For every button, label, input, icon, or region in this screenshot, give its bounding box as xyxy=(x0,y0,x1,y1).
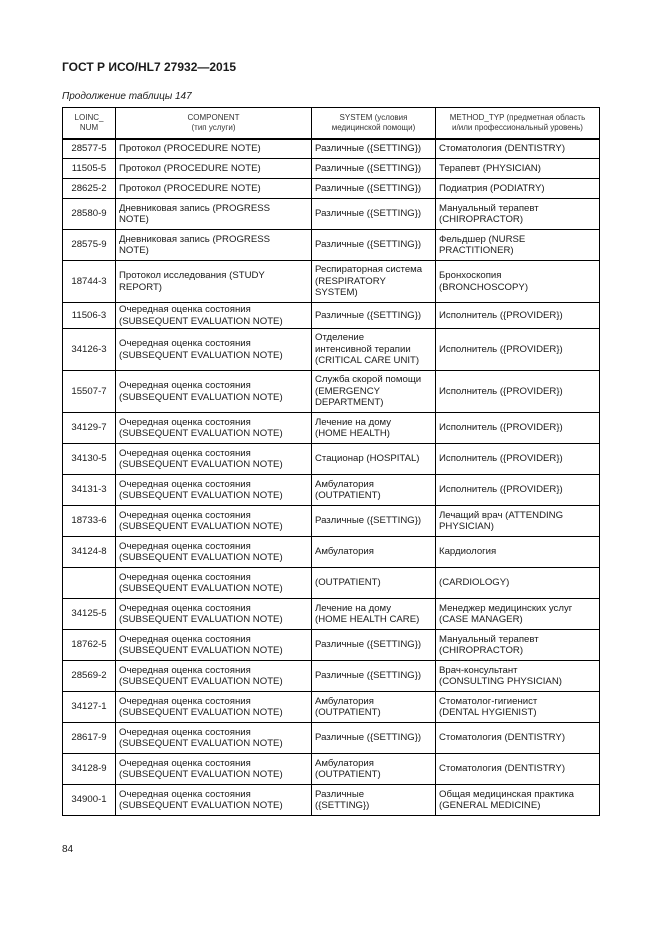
loinc-num-cell: 28625-2 xyxy=(63,179,116,199)
column-header-loinc-num: LOINC_ NUM xyxy=(63,108,116,139)
method-typ-cell: Исполнитель ({PROVIDER}) xyxy=(436,444,600,475)
loinc-num-cell: 18762-5 xyxy=(63,630,116,661)
method-typ-cell: Лечащий врач (ATTENDING PHYSICIAN) xyxy=(436,506,600,537)
method-typ-cell: Подиатрия (PODIATRY) xyxy=(436,179,600,199)
method-typ-cell: Терапевт (PHYSICIAN) xyxy=(436,159,600,179)
loinc-num-cell: 34126-3 xyxy=(63,329,116,371)
system-cell: Различные ({SETTING}) xyxy=(312,723,436,754)
loinc-num-cell: 34900-1 xyxy=(63,785,116,816)
component-cell: Протокол (PROCEDURE NOTE) xyxy=(116,139,312,159)
table-row xyxy=(63,630,600,661)
table-row xyxy=(63,506,600,537)
system-cell: Различные ({SETTING}) xyxy=(312,506,436,537)
method-typ-cell: Стоматология (DENTISTRY) xyxy=(436,754,600,785)
component-cell: Протокол (PROCEDURE NOTE) xyxy=(116,159,312,179)
table-row xyxy=(63,475,600,506)
method-typ-cell: (CARDIOLOGY) xyxy=(436,568,600,599)
loinc-num-cell: 28575-9 xyxy=(63,230,116,261)
component-cell: Очередная оценка состояния (SUBSEQUENT EVALUATION NOTE) xyxy=(116,785,312,816)
component-cell: Дневниковая запись (PROGRESS NOTE) xyxy=(116,199,312,230)
table-row xyxy=(63,785,600,816)
loinc-num-cell xyxy=(63,568,116,599)
table-row xyxy=(63,692,600,723)
loinc-num-cell: 28577-5 xyxy=(63,139,116,159)
loinc-num-cell: 28580-9 xyxy=(63,199,116,230)
method-typ-cell: Мануальный терапевт (CHIROPRACTOR) xyxy=(436,199,600,230)
loinc-num-cell: 34124-8 xyxy=(63,537,116,568)
component-cell: Очередная оценка состояния (SUBSEQUENT EVALUATION NOTE) xyxy=(116,506,312,537)
system-cell: Различные ({SETTING}) xyxy=(312,179,436,199)
loinc-num-cell: 28569-2 xyxy=(63,661,116,692)
table-row xyxy=(63,329,600,371)
system-cell: Различные ({SETTING}) xyxy=(312,661,436,692)
table-row xyxy=(63,159,600,179)
loinc-num-cell: 34125-5 xyxy=(63,599,116,630)
table-row xyxy=(63,179,600,199)
table-row xyxy=(63,199,600,230)
loinc-num-cell: 34128-9 xyxy=(63,754,116,785)
loinc-num-cell: 34129-7 xyxy=(63,413,116,444)
component-cell: Очередная оценка состояния (SUBSEQUENT EVALUATION NOTE) xyxy=(116,303,312,329)
method-typ-cell: Исполнитель ({PROVIDER}) xyxy=(436,371,600,413)
method-typ-cell: Врач-консультант (CONSULTING PHYSICIAN) xyxy=(436,661,600,692)
method-typ-cell: Бронхоскопия (BRONCHOSCOPY) xyxy=(436,261,600,303)
method-typ-cell: Кардиология xyxy=(436,537,600,568)
table-caption: Продолжение таблицы 147 xyxy=(62,91,192,102)
system-cell: Различные ({SETTING}) xyxy=(312,785,436,816)
method-typ-cell: Исполнитель ({PROVIDER}) xyxy=(436,303,600,329)
component-cell: Очередная оценка состояния (SUBSEQUENT EVALUATION NOTE) xyxy=(116,692,312,723)
system-cell: Амбулатория (OUTPATIENT) xyxy=(312,692,436,723)
table-row xyxy=(63,444,600,475)
system-cell: Различные ({SETTING}) xyxy=(312,159,436,179)
method-typ-cell: Стоматология (DENTISTRY) xyxy=(436,139,600,159)
column-header-method-typ: METHOD_TYP (предметная область и/или профессиональный уровень) xyxy=(436,108,600,139)
table-row xyxy=(63,139,600,159)
method-typ-cell: Менеджер медицинских услуг (CASE MANAGER) xyxy=(436,599,600,630)
table-row xyxy=(63,371,600,413)
system-cell: Респираторная система (RESPIRATORY SYSTEM) xyxy=(312,261,436,303)
component-cell: Очередная оценка состояния (SUBSEQUENT EVALUATION NOTE) xyxy=(116,444,312,475)
method-typ-cell: Мануальный терапевт (CHIROPRACTOR) xyxy=(436,630,600,661)
component-cell: Очередная оценка состояния (SUBSEQUENT EVALUATION NOTE) xyxy=(116,568,312,599)
loinc-num-cell: 34131-3 xyxy=(63,475,116,506)
page-number: 84 xyxy=(62,844,74,855)
table-row xyxy=(63,599,600,630)
table-row xyxy=(63,413,600,444)
component-cell: Очередная оценка состояния (SUBSEQUENT EVALUATION NOTE) xyxy=(116,475,312,506)
table-body xyxy=(63,139,600,816)
loinc-num-cell: 18733-6 xyxy=(63,506,116,537)
system-cell: (OUTPATIENT) xyxy=(312,568,436,599)
system-cell: Различные ({SETTING}) xyxy=(312,630,436,661)
method-typ-cell: Стоматолог-гигиенист (DENTAL HYGIENIST) xyxy=(436,692,600,723)
method-typ-cell: Фельдшер (NURSE PRACTITIONER) xyxy=(436,230,600,261)
loinc-table xyxy=(62,107,600,816)
component-cell: Очередная оценка состояния (SUBSEQUENT EVALUATION NOTE) xyxy=(116,413,312,444)
system-cell: Различные ({SETTING}) xyxy=(312,199,436,230)
system-cell: Амбулатория (OUTPATIENT) xyxy=(312,754,436,785)
table-row xyxy=(63,754,600,785)
system-cell: Амбулатория xyxy=(312,537,436,568)
method-typ-cell: Стоматология (DENTISTRY) xyxy=(436,723,600,754)
loinc-num-cell: 34130-5 xyxy=(63,444,116,475)
component-cell: Очередная оценка состояния (SUBSEQUENT EVALUATION NOTE) xyxy=(116,371,312,413)
system-cell: Амбулатория (OUTPATIENT) xyxy=(312,475,436,506)
loinc-num-cell: 18744-3 xyxy=(63,261,116,303)
loinc-num-cell: 15507-7 xyxy=(63,371,116,413)
system-cell: Различные ({SETTING}) xyxy=(312,139,436,159)
table-header-row xyxy=(63,108,600,139)
document-header: ГОСТ Р ИСО/HL7 27932—2015 xyxy=(62,60,237,74)
loinc-num-cell: 11506-3 xyxy=(63,303,116,329)
system-cell: Различные ({SETTING}) xyxy=(312,230,436,261)
loinc-num-cell: 11505-5 xyxy=(63,159,116,179)
table-row xyxy=(63,537,600,568)
component-cell: Очередная оценка состояния (SUBSEQUENT EVALUATION NOTE) xyxy=(116,537,312,568)
method-typ-cell: Исполнитель ({PROVIDER}) xyxy=(436,413,600,444)
method-typ-cell: Исполнитель ({PROVIDER}) xyxy=(436,475,600,506)
table-row xyxy=(63,230,600,261)
column-header-system: SYSTEM (условия медицинской помощи) xyxy=(312,108,436,139)
system-cell: Лечение на дому (HOME HEALTH) xyxy=(312,413,436,444)
component-cell: Дневниковая запись (PROGRESS NOTE) xyxy=(116,230,312,261)
table-row xyxy=(63,723,600,754)
system-cell: Лечение на дому (HOME HEALTH CARE) xyxy=(312,599,436,630)
table-row xyxy=(63,661,600,692)
component-cell: Протокол (PROCEDURE NOTE) xyxy=(116,179,312,199)
loinc-num-cell: 34127-1 xyxy=(63,692,116,723)
component-cell: Очередная оценка состояния (SUBSEQUENT EVALUATION NOTE) xyxy=(116,329,312,371)
component-cell: Очередная оценка состояния (SUBSEQUENT EVALUATION NOTE) xyxy=(116,754,312,785)
column-header-component: COMPONENT (тип услуги) xyxy=(116,108,312,139)
system-cell: Различные ({SETTING}) xyxy=(312,303,436,329)
component-cell: Очередная оценка состояния (SUBSEQUENT EVALUATION NOTE) xyxy=(116,661,312,692)
component-cell: Очередная оценка состояния (SUBSEQUENT EVALUATION NOTE) xyxy=(116,723,312,754)
method-typ-cell: Исполнитель ({PROVIDER}) xyxy=(436,329,600,371)
system-cell: Стационар (HOSPITAL) xyxy=(312,444,436,475)
component-cell: Очередная оценка состояния (SUBSEQUENT EVALUATION NOTE) xyxy=(116,630,312,661)
system-cell: Отделение интенсивной терапии (CRITICAL CARE UNIT) xyxy=(312,329,436,371)
component-cell: Очередная оценка состояния (SUBSEQUENT EVALUATION NOTE) xyxy=(116,599,312,630)
system-cell: Служба скорой помощи (EMERGENCY DEPARTMENT) xyxy=(312,371,436,413)
table-row xyxy=(63,261,600,303)
component-cell: Протокол исследования (STUDY REPORT) xyxy=(116,261,312,303)
table-row xyxy=(63,303,600,329)
table-row xyxy=(63,568,600,599)
method-typ-cell: Общая медицинская практика (GENERAL MEDICINE) xyxy=(436,785,600,816)
loinc-num-cell: 28617-9 xyxy=(63,723,116,754)
